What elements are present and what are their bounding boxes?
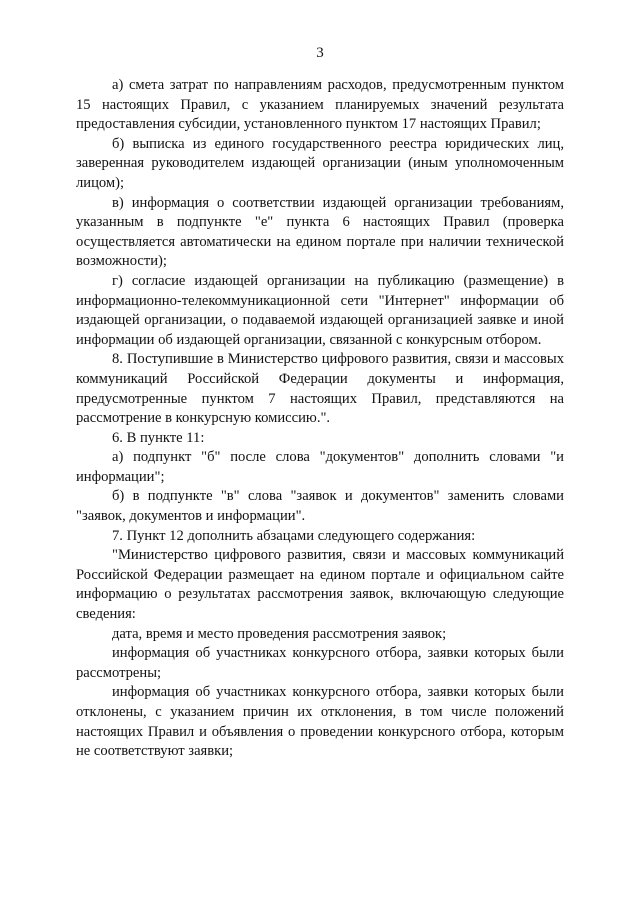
paragraph-item-8: 8. Поступившие в Министерство цифрового развития, связи и массовых коммуникаций Российской Федерации документы и информация, предусмотренные пунктом 7 настоящих Правил, представляются на рассмотрение в конкурсную комиссию.".: [76, 351, 564, 427]
paragraph-date-time-place: дата, время и место проведения рассмотрения заявок;: [112, 625, 447, 642]
paragraph-rejected-participants: информация об участниках конкурсного отбора, заявки которых были отклонены, с указанием причин их отклонения, в том числе положений настоящих Правил и объявления о проведении конкурсного отбора, которым не соответствуют заявки;: [76, 684, 564, 760]
paragraph-reviewed-participants: информация об участниках конкурсного отбора, заявки которых были рассмотрены;: [76, 645, 564, 681]
paragraph-subitem-v-compliance-info: в) информация о соответствии издающей организации требованиям, указанным в подпункте "е" пункта 6 настоящих Правил (проверка осуществляется автоматически на едином портале при наличии технической возможности);: [76, 194, 564, 270]
paragraph-amendment-6-a: а) подпункт "б" после слова "документов" дополнить словами "и информации";: [76, 449, 564, 485]
paragraph-subitem-g-consent: г) согласие издающей организации на публикацию (размещение) в информационно-телекоммуникационной сети "Интернет" информации об издающей организации, о подаваемой издающей организацией заявке и иной информации об издающей организации, связанной с конкурсным отбором.: [76, 272, 564, 348]
document-body: [76, 76, 564, 762]
paragraph-amendment-6: 6. В пункте 11:: [112, 429, 205, 446]
paragraph-subitem-b-registry-extract: б) выписка из единого государственного реестра юридических лиц, заверенная руководителем издающей организации (иным уполномоченным лицом);: [76, 135, 564, 191]
page-number: 3: [316, 45, 324, 61]
paragraph-amendment-7: 7. Пункт 12 дополнить абзацами следующего содержания:: [112, 527, 476, 544]
paragraph-ministry-publishes: "Министерство цифрового развития, связи и массовых коммуникаций Российской Федерации размещает на едином портале и официальном сайте информацию о результатах рассмотрения заявок, включающую следующие сведения:: [76, 547, 564, 623]
paragraph-amendment-6-b: б) в подпункте "в" слова "заявок и документов" заменить словами "заявок, документов и информации".: [76, 488, 564, 525]
paragraph-subitem-a-cost-estimate: а) смета затрат по направлениям расходов, предусмотренным пунктом 15 настоящих Правил, с указанием планируемых значений результата предоставления субсидии, установленного пунктом 17 настоящих Правил;: [76, 77, 564, 133]
